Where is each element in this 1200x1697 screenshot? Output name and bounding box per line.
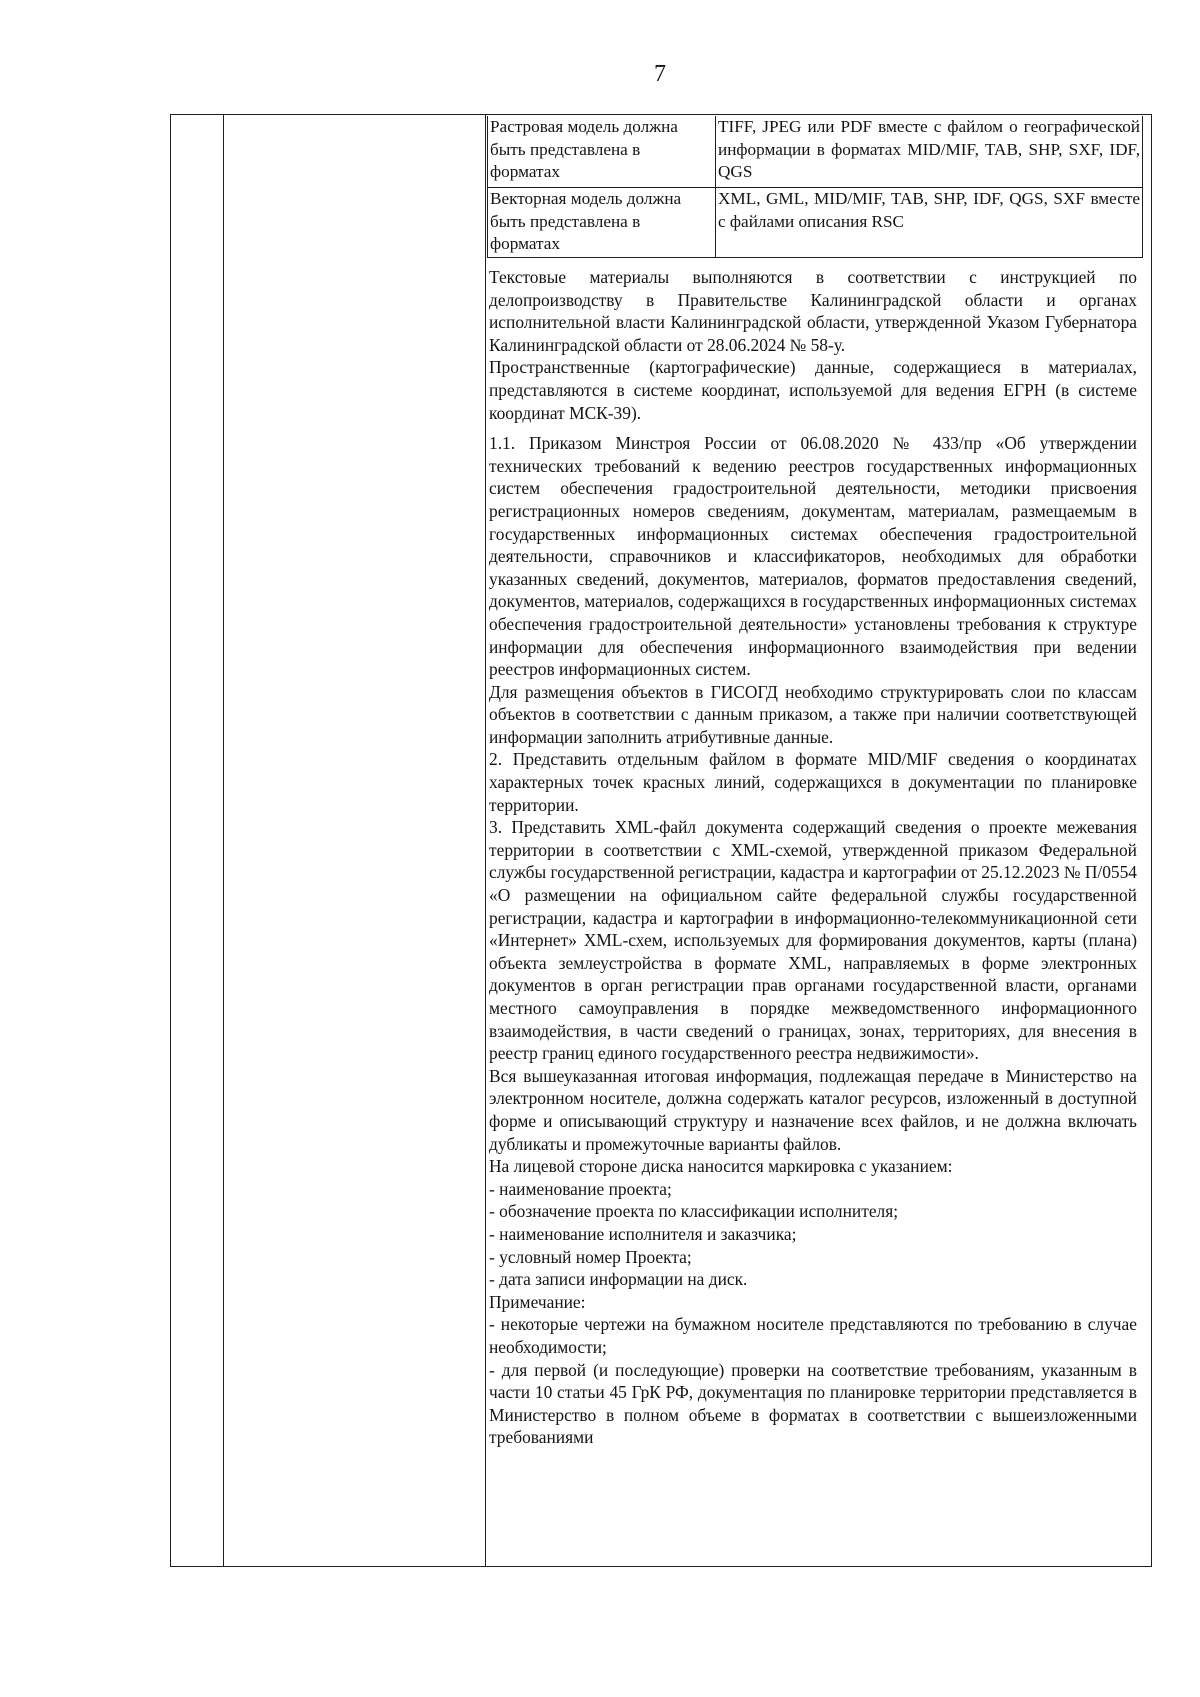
list-item: - обозначение проекта по классификации исполнителя; [489,1201,899,1222]
paragraph-red-lines: 2. Представить отдельным файлом в формате MID/MIF сведения о координатах характерных точек красных линий, содержащихся в документации по планировке территории. [489,749,1137,815]
formats-table [487,116,1143,258]
format-value: TIFF, JPEG или PDF вместе с файлом о географической информации в форматах MID/MIF, TAB, SHP, SXF, IDF, QGS [718,117,1140,181]
requirements-table [170,114,1152,1567]
note-item: - для первой (и последующие) проверки на соответствие требованиям, указанным в части 10 статьи 45 ГрК РФ, документация по планировке территории представляется в Министерство в полном объеме в форматах в соответствии с вышеизложенными требованиями [489,1359,1137,1448]
paragraph-minstroy-order: 1.1. Приказом Минстроя России от 06.08.2020 № 433/пр «Об утверждении технических требований к ведению реестров государственных информационных систем обеспечения градостроительной деятельности, методики присвоения регистрационных номеров сведениям, документам, материалам, размещаемым в государственных информационных системах обеспечения градостроительной деятельности, справочников и классификаторов, необходимых для обработки указанных сведений, документов, материалов, форматов предоставления сведений, документов, материалов, содержащихся в государственных информационных системах обеспечения градостроительной деятельности» установлены требования к структуре информации для обеспечения информационного взаимодействия при ведении реестров информационных систем. [489,433,1137,680]
column-divider [485,115,486,1566]
paragraph-disc-marking: На лицевой стороне диска наносится маркировка с указанием: [489,1156,953,1177]
format-row-raster [488,116,1142,187]
note-heading: Примечание: [489,1291,586,1312]
requirements-text [487,266,1143,1449]
requirements-cell [487,116,1143,1449]
paragraph-spatial-data: Пространственные (картографические) данные, содержащиеся в материалах, представляются в системе координат, используемой для ведения ЕГРН (в системе координат МСК-39). [489,357,1137,423]
format-value: XML, GML, MID/MIF, TAB, SHP, IDF, QGS, SXF вместе с файлами описания RSC [718,189,1140,231]
note-item: - некоторые чертежи на бумажном носителе представляются по требованию в случае необходимости; [489,1314,1137,1357]
paragraph-xml-file: 3. Представить XML-файл документа содержащий сведения о проекте межевания территории в соответствии с XML-схемой, утвержденной приказом Федеральной службы государственной регистрации, кадастра и картографии от 25.12.2023 № П/0554 «О размещении на официальном сайте федеральной службы государственной регистрации, кадастра и картографии в информационно-телекоммуникационной сети «Интернет» XML-схем, используемых для формирования документов, карты (плана) объекта землеустройства в формате XML, направляемых в форме электронных документов в орган регистрации прав органами государственной власти, органами местного самоуправления в порядке межведомственного информационного взаимодействия, в части сведений о границах, зонах, территориях, для внесения в реестр границ единого государственного реестра недвижимости». [489,817,1137,1064]
format-label: Растровая модель должна быть представлена в форматах [488,116,716,187]
column-divider [223,115,224,1566]
list-item: - условный номер Проекта; [489,1246,692,1267]
format-row-vector [488,187,1142,257]
list-item: - дата записи информации на диск. [489,1269,748,1290]
paragraph-gisogd: Для размещения объектов в ГИСОГД необходимо структурировать слои по классам объектов в соответствии с данным приказом, а также при наличии соответствующей информации заполнить атрибутивные данные. [489,681,1137,747]
page-number: 7 [654,61,666,87]
paragraph-text-materials: Текстовые материалы выполняются в соответствии с инструкцией по делопроизводству в Правительстве Калининградской области и органах исполнительной власти Калининградской области, утвержденной Указом Губернатора Калининградской области от 28.06.2024 № 58-у. [489,267,1137,355]
list-item: - наименование исполнителя и заказчика; [489,1223,797,1244]
paragraph-media-catalog: Вся вышеуказанная итоговая информация, подлежащая передаче в Министерство на электронном носителе, должна содержать каталог ресурсов, изложенный в доступной форме и описывающий структуру и назначение всех файлов, и не должна включать дубликаты и промежуточные варианты файлов. [489,1065,1137,1154]
list-item: - наименование проекта; [489,1178,672,1199]
format-label: Векторная модель должна быть представлена в форматах [488,188,716,257]
